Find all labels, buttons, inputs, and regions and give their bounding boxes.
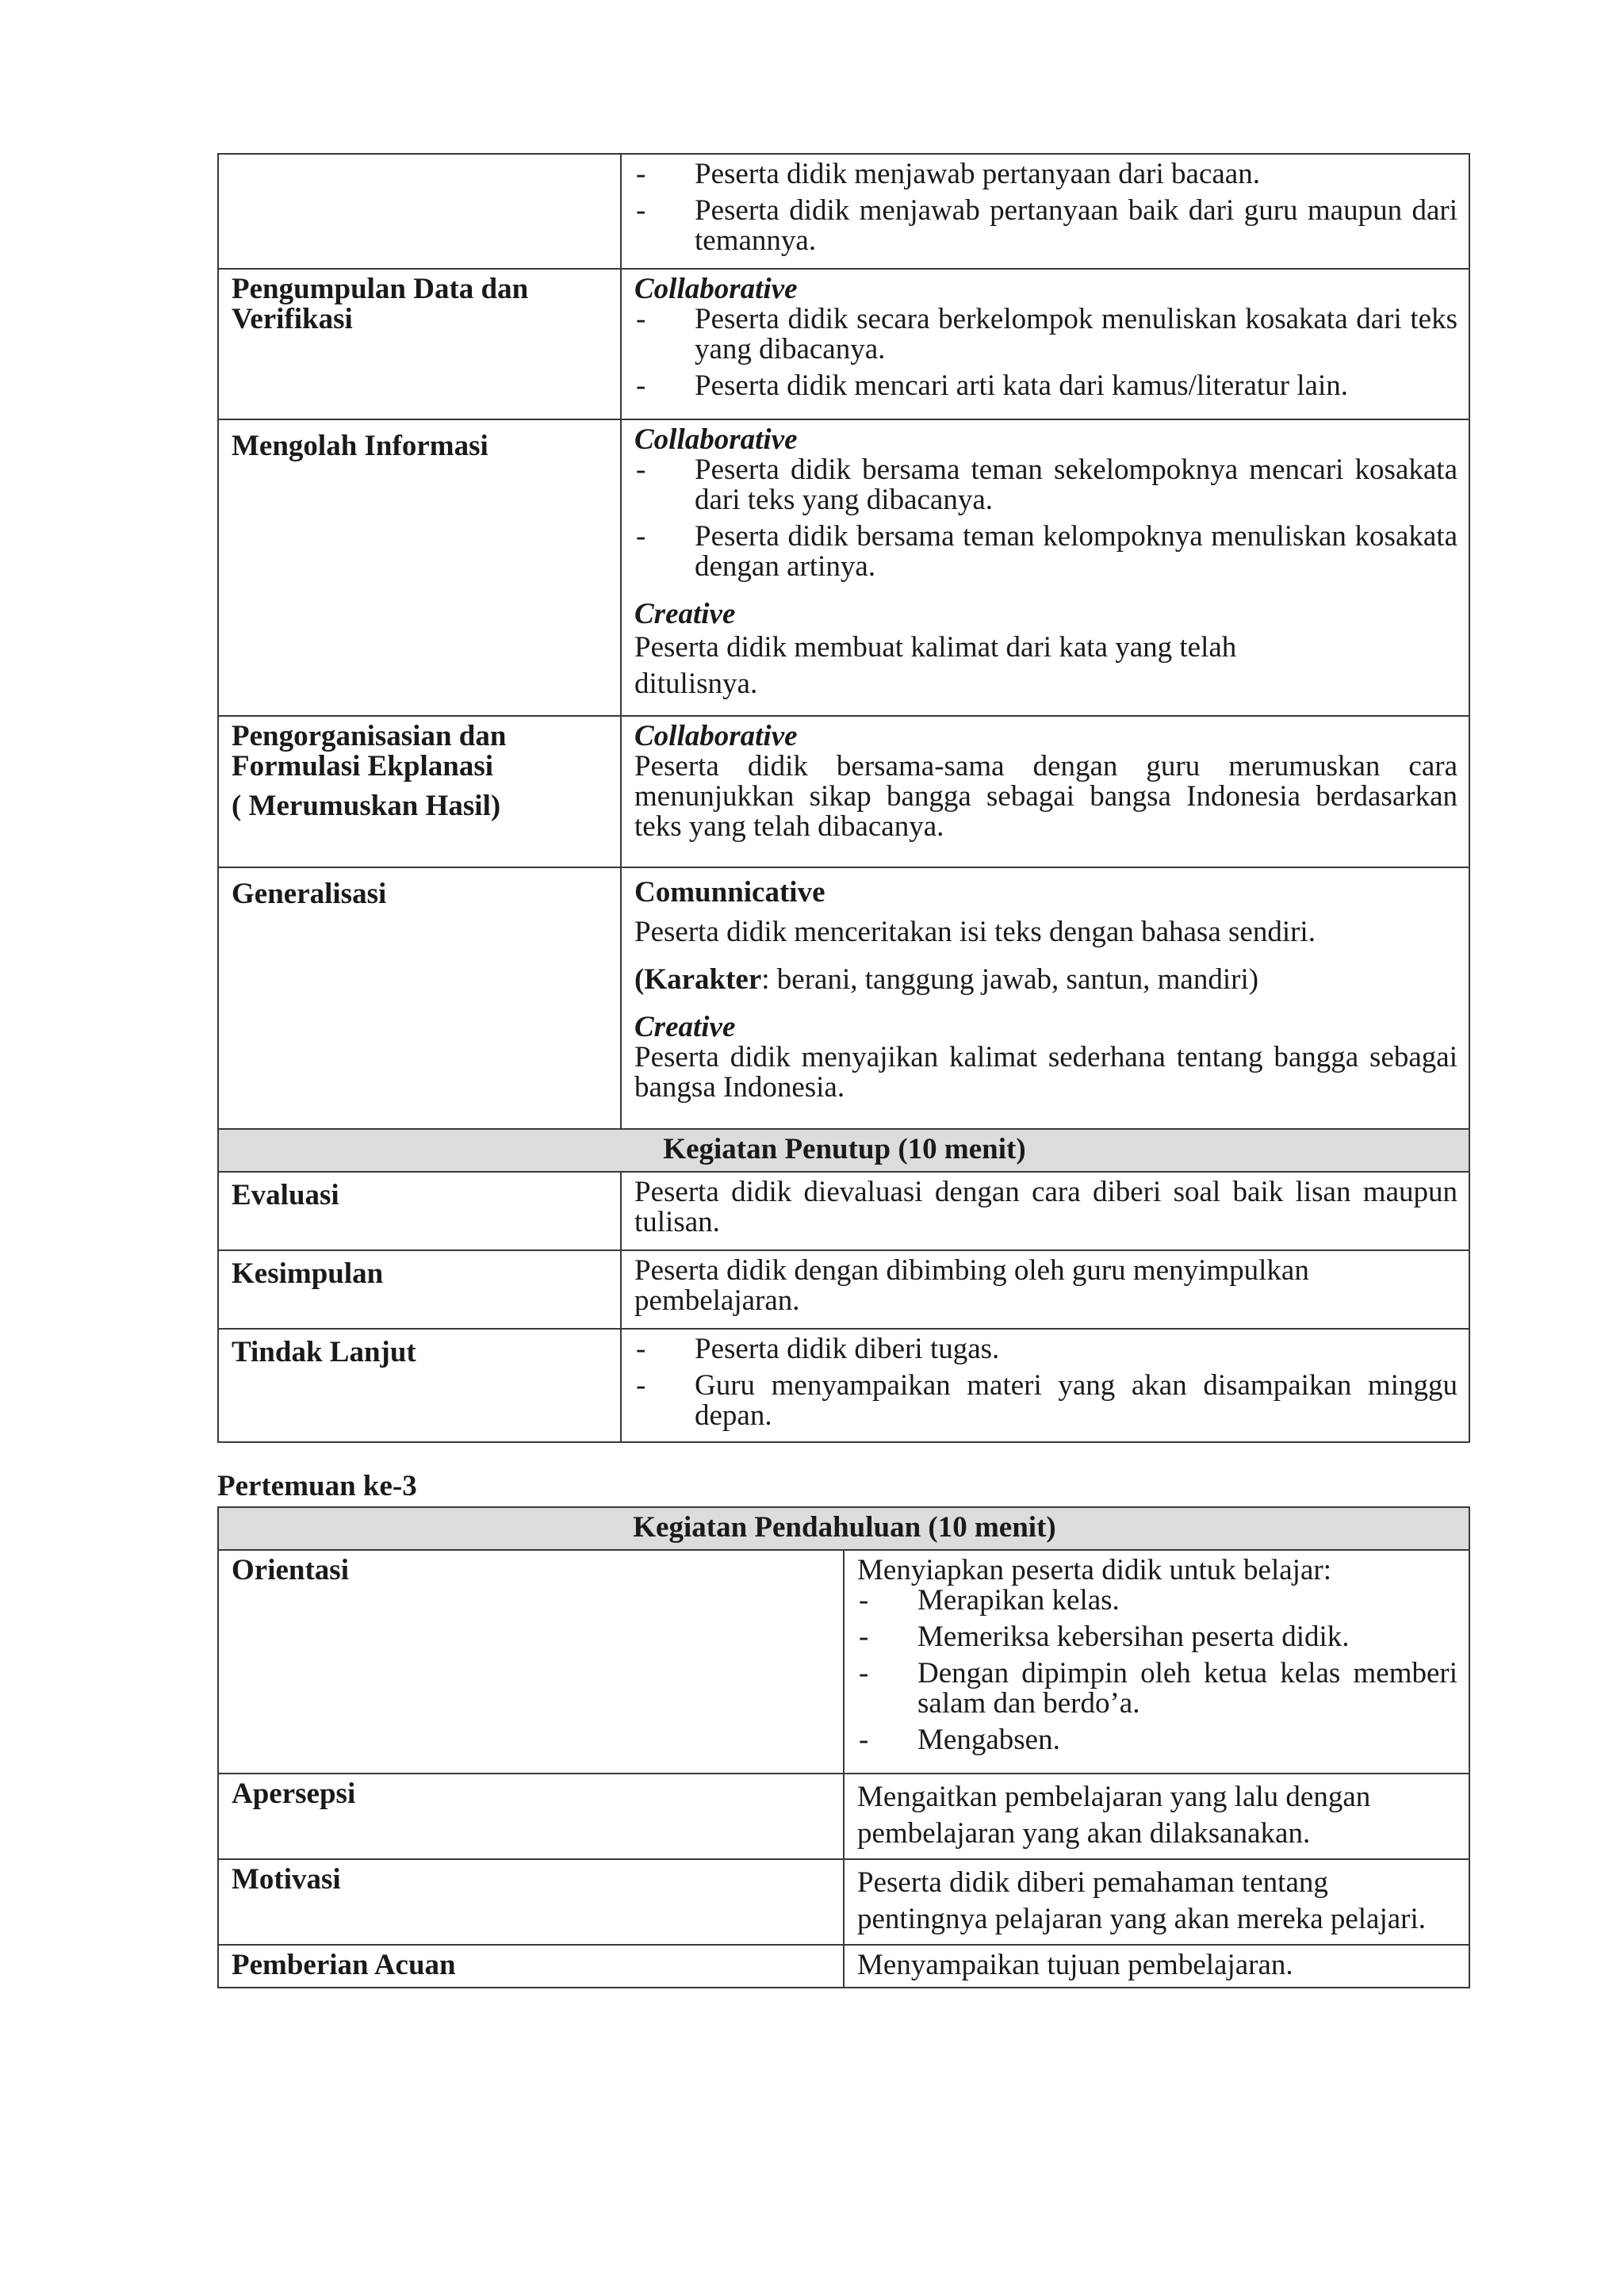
table-row	[218, 154, 1469, 269]
list-item: - Memeriksa kebersihan peserta didik.	[857, 1622, 1457, 1652]
activity-text: Menyampaikan tujuan pembelajaran.	[844, 1945, 1469, 1988]
activity-cell	[621, 1329, 1469, 1442]
activity-list	[634, 159, 1457, 256]
list-item: - Peserta didik secara berkelompok menuliskan kosakata dari teks yang dibacanya.	[634, 304, 1457, 365]
list-item: - Peserta didik menjawab pertanyaan baik dari guru maupun dari temannya.	[634, 196, 1457, 256]
stage-cell	[218, 154, 621, 269]
list-item: - Peserta didik diberi tugas.	[634, 1334, 1457, 1364]
table-row	[218, 1329, 1469, 1442]
stage-label: Evaluasi	[218, 1172, 621, 1250]
section-header: Kegiatan Pendahuluan (10 menit)	[218, 1507, 1469, 1550]
activity-text: Peserta didik menceritakan isi teks dengan bahasa sendiri.	[634, 916, 1316, 948]
table-row	[218, 1859, 1469, 1945]
activity-text: Peserta didik dengan dibimbing oleh guru menyimpulkan pembelajaran.	[621, 1250, 1469, 1329]
list-item: - Guru menyampaikan materi yang akan disampaikan minggu depan.	[634, 1371, 1457, 1431]
table-row	[218, 1945, 1469, 1988]
stage-label: Kesimpulan	[218, 1250, 621, 1329]
stage-label: Pengumpulan Data dan Verifikasi	[218, 269, 621, 419]
list-item: - Mengabsen.	[857, 1725, 1457, 1755]
table-row	[218, 269, 1469, 419]
activity-text: Peserta didik dievaluasi dengan cara diberi soal baik lisan maupun tulisan.	[621, 1172, 1469, 1250]
activity-cell	[621, 716, 1469, 867]
activity-type: Collaborative	[634, 423, 798, 456]
activity-type: Comunnicative	[634, 876, 825, 909]
stage-label: Pemberian Acuan	[218, 1945, 844, 1988]
activity-table-1	[217, 153, 1470, 1443]
activity-cell	[621, 269, 1469, 419]
table-row	[218, 716, 1469, 867]
activity-cell	[621, 154, 1469, 269]
table-row	[218, 1550, 1469, 1774]
activity-intro: Menyiapkan peserta didik untuk belajar:	[857, 1554, 1331, 1586]
character-values: : berani, tanggung jawab, santun, mandiri)	[761, 963, 1259, 996]
activity-list	[634, 1334, 1457, 1431]
list-item: - Dengan dipimpin oleh ketua kelas memberi salam dan berdo’a.	[857, 1659, 1457, 1719]
list-item: - Peserta didik bersama teman kelompoknya menuliskan kosakata dengan artinya.	[634, 522, 1457, 582]
stage-label: Orientasi	[218, 1550, 844, 1774]
activity-cell	[621, 867, 1469, 1129]
stage-label: Motivasi	[218, 1859, 844, 1945]
list-item: - Merapikan kelas.	[857, 1586, 1457, 1616]
activity-type: Collaborative	[634, 273, 798, 305]
table-row	[218, 867, 1469, 1129]
stage-label: Tindak Lanjut	[218, 1329, 621, 1442]
activity-cell	[844, 1550, 1469, 1774]
list-item: - Peserta didik bersama teman sekelompoknya mencari kosakata dari teks yang dibacanya.	[634, 455, 1457, 515]
section-header: Kegiatan Penutup (10 menit)	[218, 1129, 1469, 1172]
character-label: (Karakter	[634, 963, 762, 996]
stage-label: Generalisasi	[218, 867, 621, 1129]
table-row	[218, 1774, 1469, 1859]
meeting-title: Pertemuan ke-3	[217, 1470, 417, 1502]
activity-text: Peserta didik bersama-sama dengan guru merumuskan cara menunjukkan sikap bangga sebagai bangsa Indonesia berdasarkan teks yang telah dibacanya.	[634, 750, 1457, 843]
activity-list	[857, 1586, 1457, 1755]
activity-list	[634, 304, 1457, 401]
table-section-row	[218, 1129, 1469, 1172]
list-item: - Peserta didik mencari arti kata dari kamus/literatur lain.	[634, 371, 1457, 401]
stage-sublabel: ( Merumuskan Hasil)	[232, 790, 501, 822]
table-row	[218, 1172, 1469, 1250]
activity-type: Collaborative	[634, 720, 798, 752]
activity-table-2	[217, 1506, 1470, 1988]
activity-text: Peserta didik membuat kalimat dari kata yang telah ditulisnya.	[634, 631, 1237, 700]
activity-type: Creative	[634, 1011, 736, 1043]
activity-cell	[621, 419, 1469, 716]
activity-list	[634, 455, 1457, 582]
character-line	[634, 965, 1457, 995]
activity-text: Peserta didik menyajikan kalimat sederhana tentang bangga sebagai bangsa Indonesia.	[634, 1041, 1457, 1104]
list-item: - Peserta didik menjawab pertanyaan dari bacaan.	[634, 159, 1457, 189]
activity-text: Mengaitkan pembelajaran yang lalu dengan pembelajaran yang akan dilaksanakan.	[844, 1774, 1469, 1859]
activity-text: Peserta didik diberi pemahaman tentang pentingnya pelajaran yang akan mereka pelajari.	[844, 1859, 1469, 1945]
table-row	[218, 419, 1469, 716]
stage-label: Apersepsi	[218, 1774, 844, 1859]
table-section-row	[218, 1507, 1469, 1550]
stage-cell	[218, 716, 621, 867]
stage-label: Mengolah Informasi	[218, 419, 621, 716]
table-row	[218, 1250, 1469, 1329]
activity-type: Creative	[634, 598, 736, 630]
stage-label: Pengorganisasian dan Formulasi Ekplanasi	[232, 720, 507, 783]
